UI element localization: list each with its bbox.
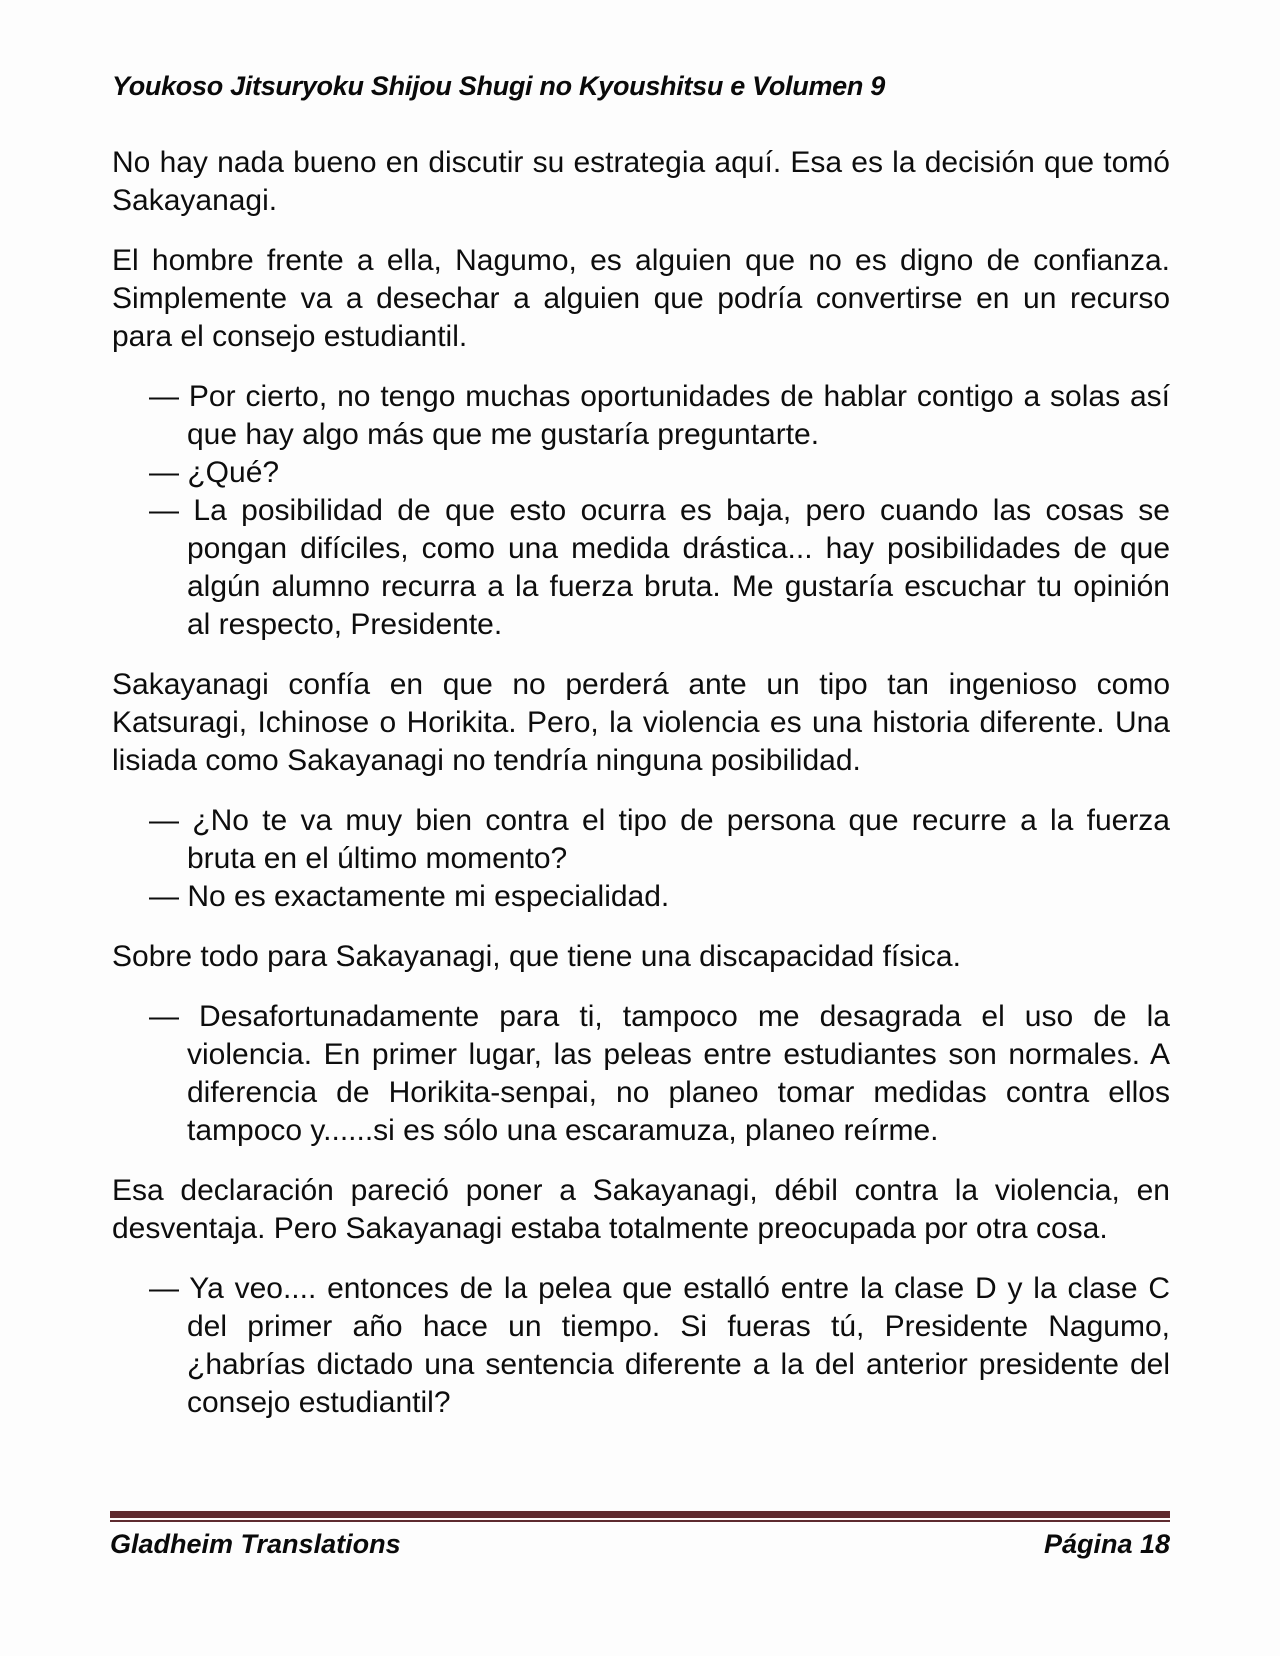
footer-row	[110, 1529, 1170, 1560]
dialogue-text: La posibilidad de que esto ocurra es baja, pero cuando las cosas se pongan difíciles, como una medida drástica... hay posibilidades de que algún alumno recurra a la fuerza bruta. Me gustaría escuchar tu opinión al respecto, Presidente.	[187, 494, 1170, 641]
page-header	[112, 0, 1170, 102]
dialogue-text: ¿No te va muy bien contra el tipo de persona que recurre a la fuerza bruta en el último momento?	[187, 804, 1170, 875]
footer-translator: Gladheim Translations	[110, 1529, 401, 1559]
dialogue-line	[112, 492, 1170, 644]
dialogue-group	[112, 1270, 1170, 1422]
dialogue-line	[112, 378, 1170, 454]
dialogue-text: ¿Qué?	[187, 456, 280, 489]
footer-rule-thick	[110, 1511, 1170, 1518]
dialogue-line	[112, 1270, 1170, 1422]
em-dash: —	[149, 494, 179, 527]
page-body	[112, 144, 1170, 1422]
paragraph: El hombre frente a ella, Nagumo, es alguien que no es digno de confianza. Simplemente va a desechar a alguien que podría convertirse en un recurso para el consejo estudiantil.	[112, 244, 1170, 353]
footer-page-number: Página 18	[1043, 1529, 1170, 1559]
em-dash: —	[149, 456, 179, 489]
dialogue-text: No es exactamente mi especialidad.	[187, 880, 670, 913]
paragraph: No hay nada bueno en discutir su estrategia aquí. Esa es la decisión que tomó Sakayanagi.	[112, 146, 1170, 217]
dialogue-text: Ya veo.... entonces de la pelea que estalló entre la clase D y la clase C del primer año hace un tiempo. Si fueras tú, Presidente Nagumo, ¿habrías dictado una sentencia diferente a la del anterior presidente del consejo estudiantil?	[187, 1272, 1170, 1419]
header-title: Youkoso Jitsuryoku Shijou Shugi no Kyoushitsu e Volumen 9	[112, 71, 885, 101]
paragraph: Sobre todo para Sakayanagi, que tiene una discapacidad física.	[112, 940, 961, 973]
em-dash: —	[149, 380, 179, 413]
paragraph: Sakayanagi confía en que no perderá ante un tipo tan ingenioso como Katsuragi, Ichinose o Horikita. Pero, la violencia es una historia diferente. Una lisiada como Sakayanagi no tendría ninguna posibilidad.	[112, 668, 1170, 777]
dialogue-text: Desafortunadamente para ti, tampoco me desagrada el uso de la violencia. En primer lugar, las peleas entre estudiantes son normales. A diferencia de Horikita-senpai, no planeo tomar medidas contra ellos tampoco y......si es sólo una escaramuza, planeo reírme.	[187, 1000, 1170, 1147]
em-dash: —	[149, 1000, 179, 1033]
em-dash: —	[149, 1272, 179, 1305]
paragraph: Esa declaración pareció poner a Sakayanagi, débil contra la violencia, en desventaja. Pero Sakayanagi estaba totalmente preocupada por otra cosa.	[112, 1174, 1170, 1245]
dialogue-group	[112, 998, 1170, 1150]
dialogue-text: Por cierto, no tengo muchas oportunidades de hablar contigo a solas así que hay algo más que me gustaría preguntarte.	[187, 380, 1170, 451]
dialogue-group	[112, 378, 1170, 644]
dialogue-line	[112, 878, 1170, 916]
dialogue-line	[112, 802, 1170, 878]
em-dash: —	[149, 880, 179, 913]
page-footer	[110, 1511, 1170, 1560]
footer-rule-thin	[110, 1520, 1170, 1522]
dialogue-line	[112, 998, 1170, 1150]
em-dash: —	[149, 804, 179, 837]
dialogue-line	[112, 454, 1170, 492]
dialogue-group	[112, 802, 1170, 916]
